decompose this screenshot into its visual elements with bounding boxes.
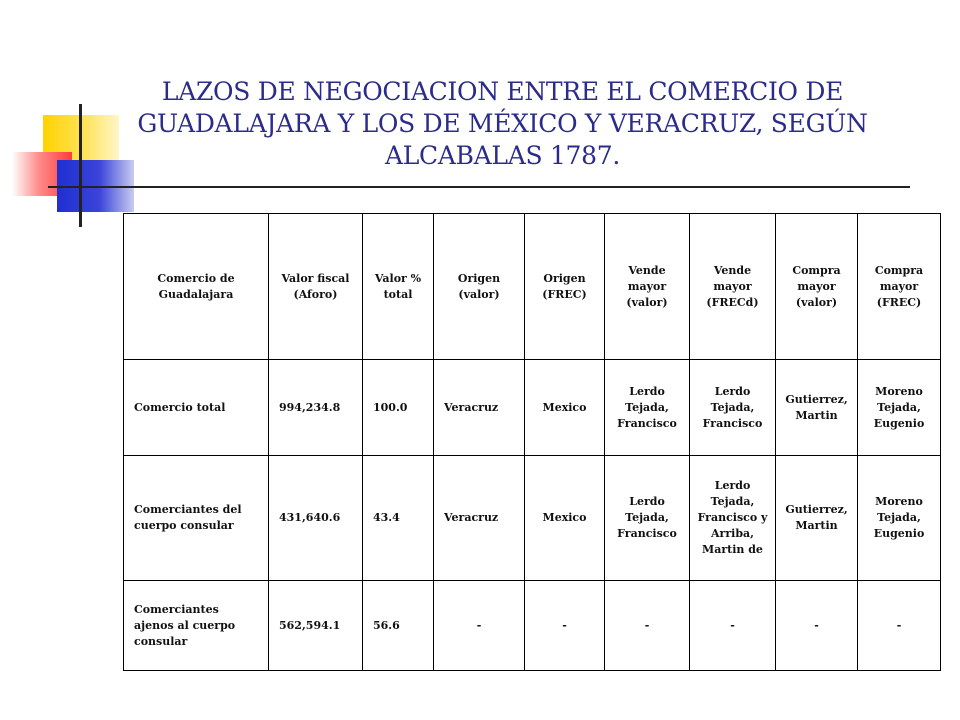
table-cell: Gutierrez, Martin <box>776 456 858 581</box>
table-cell: 100.0 <box>363 360 434 456</box>
table-row <box>124 360 941 456</box>
header-cell: Origen (FREC) <box>525 214 605 360</box>
table-row <box>124 456 941 581</box>
table-cell: Mexico <box>525 456 605 581</box>
table-cell: Veracruz <box>434 456 525 581</box>
slide-title: LAZOS DE NEGOCIACION ENTRE EL COMERCIO DE GUADALAJARA Y LOS DE MÉXICO Y VERACRUZ, SEGÚN ALCABALAS 1787. <box>137 77 868 170</box>
table-cell: 43.4 <box>363 456 434 581</box>
header-cell: Vende mayor (FRECd) <box>690 214 776 360</box>
table-cell: Lerdo Tejada, Francisco <box>690 360 776 456</box>
data-table <box>123 213 941 671</box>
table-cell: Veracruz <box>434 360 525 456</box>
table-cell: 431,640.6 <box>269 456 363 581</box>
table-cell: Mexico <box>525 360 605 456</box>
table-cell: - <box>690 581 776 671</box>
header-cell: Compra mayor (valor) <box>776 214 858 360</box>
table-cell: - <box>858 581 941 671</box>
header-cell: Vende mayor (valor) <box>605 214 690 360</box>
header-cell: Origen (valor) <box>434 214 525 360</box>
table-cell: Moreno Tejada, Eugenio <box>858 456 941 581</box>
header-cell: Compra mayor (FREC) <box>858 214 941 360</box>
table-cell: Lerdo Tejada, Francisco y Arriba, Martin de <box>690 456 776 581</box>
table-cell: Comerciantes ajenos al cuerpo consular <box>124 581 269 671</box>
table-cell: - <box>776 581 858 671</box>
table-row <box>124 581 941 671</box>
table-cell: 56.6 <box>363 581 434 671</box>
table-cell: - <box>525 581 605 671</box>
table-cell: Lerdo Tejada, Francisco <box>605 456 690 581</box>
header-cell: Valor % total <box>363 214 434 360</box>
table-cell: 994,234.8 <box>269 360 363 456</box>
table-header-row <box>124 214 941 360</box>
table-cell: - <box>605 581 690 671</box>
table-cell: Comerciantes del cuerpo consular <box>124 456 269 581</box>
table-cell: - <box>434 581 525 671</box>
table-cell: Comercio total <box>124 360 269 456</box>
table-cell: Lerdo Tejada, Francisco <box>605 360 690 456</box>
header-cell: Comercio de Guadalajara <box>124 214 269 360</box>
table-cell: 562,594.1 <box>269 581 363 671</box>
decorative-vertical-line <box>79 104 82 227</box>
table-cell: Gutierrez, Martin <box>776 360 858 456</box>
header-cell: Valor fiscal (Aforo) <box>269 214 363 360</box>
title-underline <box>48 186 910 188</box>
table-cell: Moreno Tejada, Eugenio <box>858 360 941 456</box>
